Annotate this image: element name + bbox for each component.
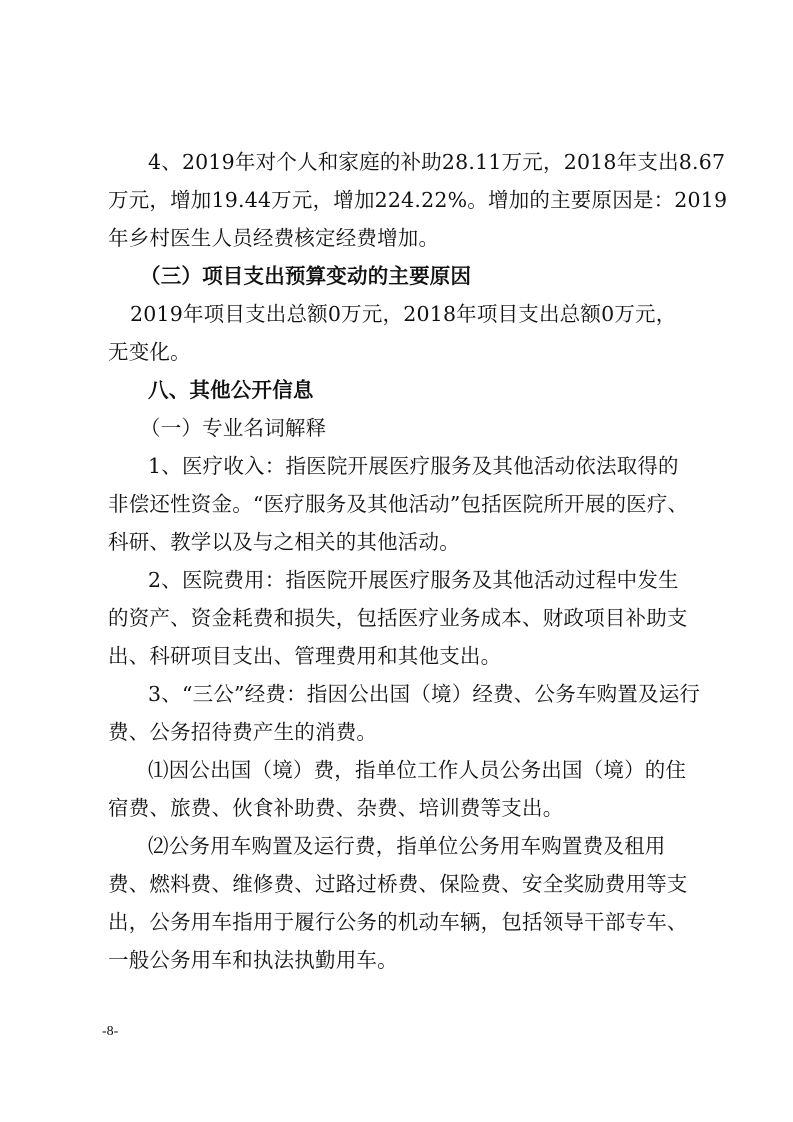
para-three-public-line-1: 3、“三公”经费：指因公出国（境）经费、公务车购置及运行 bbox=[148, 682, 701, 706]
para-subsidy-line-2: 万元，增加19.44万元，增加224.22%。增加的主要原因是：2019 bbox=[108, 188, 728, 212]
para-project-line-2: 无变化。 bbox=[108, 340, 191, 364]
heading-other-info: 八、其他公开信息 bbox=[148, 378, 314, 402]
para-three-public-line-2: 费、公务招待费产生的消费。 bbox=[108, 720, 378, 744]
para-hospital-cost-line-3: 出、科研项目支出、管理费用和其他支出。 bbox=[108, 644, 502, 668]
para-overseas-line-2: 宿费、旅费、伙食补助费、杂费、培训费等支出。 bbox=[108, 796, 564, 820]
para-overseas-line-1: ⑴因公出国（境）费，指单位工作人员公务出国（境）的住 bbox=[148, 758, 687, 782]
para-hospital-cost-line-1: 2、医院费用：指医院开展医疗服务及其他活动过程中发生 bbox=[148, 568, 679, 592]
page-number: -8- bbox=[102, 1024, 119, 1039]
para-subsidy-line-1: 4、2019年对个人和家庭的补助28.11万元，2018年支出8.67 bbox=[148, 150, 726, 174]
para-vehicle-line-1: ⑵公务用车购置及运行费，指单位公务用车购置费及租用 bbox=[148, 834, 666, 858]
para-subsidy-line-3: 年乡村医生人员经费核定经费增加。 bbox=[108, 226, 440, 250]
para-medical-income-line-1: 1、医疗收入：指医院开展医疗服务及其他活动依法取得的 bbox=[148, 454, 679, 478]
heading-terminology: （一）专业名词解释 bbox=[140, 416, 327, 440]
para-hospital-cost-line-2: 的资产、资金耗费和损失，包括医疗业务成本、财政项目补助支 bbox=[108, 606, 688, 630]
para-vehicle-line-2: 费、燃料费、维修费、过路过桥费、保险费、安全奖励费用等支 bbox=[108, 872, 688, 896]
para-project-line-1: 2019年项目支出总额0万元，2018年项目支出总额0万元， bbox=[130, 302, 677, 326]
para-medical-income-line-3: 科研、教学以及与之相关的其他活动。 bbox=[108, 530, 460, 554]
para-medical-income-line-2: 非偿还性资金。“医疗服务及其他活动”包括医院所开展的医疗、 bbox=[108, 492, 689, 516]
heading-project-expenditure: （三）项目支出预算变动的主要原因 bbox=[140, 264, 472, 288]
para-vehicle-line-4: 一般公务用车和执法执勤用车。 bbox=[108, 948, 398, 972]
para-vehicle-line-3: 出，公务用车指用于履行公务的机动车辆，包括领导干部专车、 bbox=[108, 910, 688, 934]
